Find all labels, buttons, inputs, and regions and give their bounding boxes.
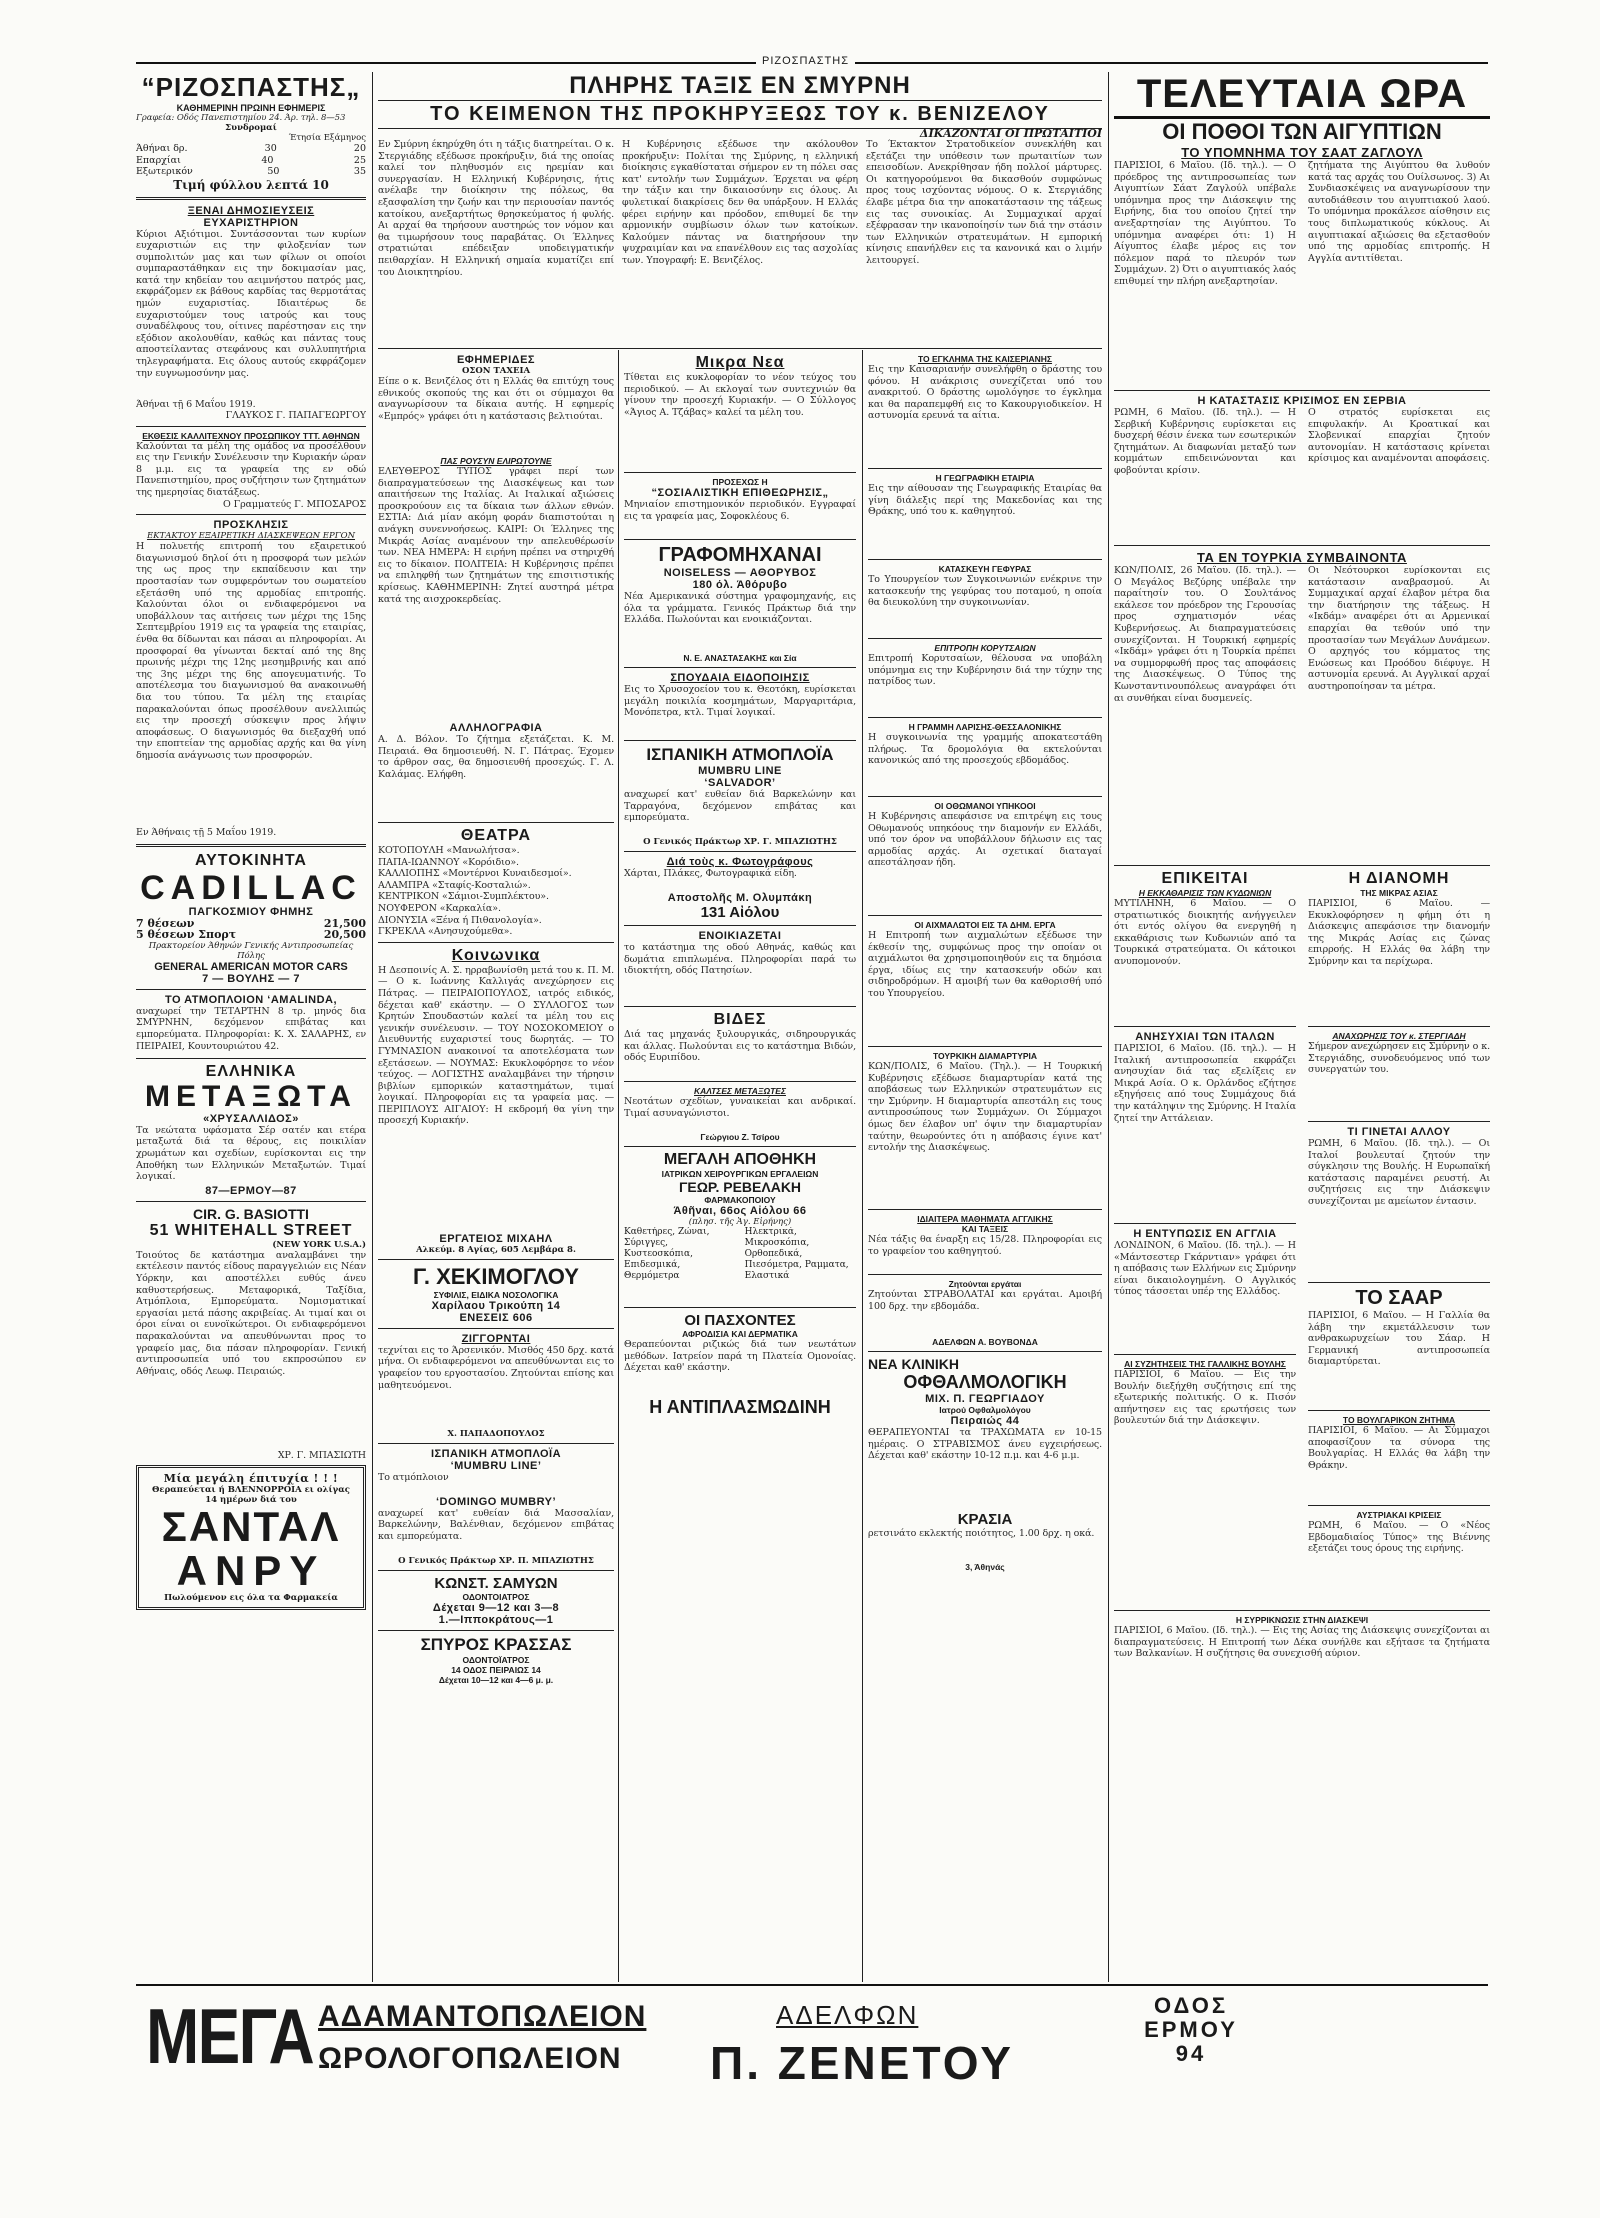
article-text: Α. Δ. Βόλον. Το ζήτημα εξετάζεται. Κ. Μ. Πειραιά. Θα δημοσιευθή. Ν. Γ. Πάτρας. Έχομεν το άρθρον σας, θα δημοσιευθή προσεχώς. Γ. Λ. Καλάμας. Ελήφθη.	[378, 734, 614, 780]
thanks-signature: ΓΛΑΥΚΟΣ Γ. ΠΑΠΑΓΕΩΡΓΟΥ	[225, 410, 366, 422]
ad-title: ΑΥΤΟΚΙΝΗΤΑ	[195, 851, 307, 869]
article-text: Τίθεται εις κυκλοφορίαν το νέον τεύχος του περιοδικού. — Αι εκλογαί των συντεχνιών θα γίνουν την προσεχή Κυριακήν. — Ο Σύλλογος «Άγιος Α. Τζάβας» καλεί τα μέλη του.	[624, 372, 856, 418]
subheadline: ΤΗΣ ΜΙΚΡΑΣ ΑΣΙΑΣ	[1360, 888, 1438, 898]
theatre-list	[378, 845, 614, 938]
section-title: “ΣΟΣΙΑΛΙΣΤΙΚΗ ΕΠΙΘΕΩΡΗΣΙΣ„	[651, 487, 829, 499]
column-5	[1114, 72, 1490, 1982]
ad-address: 7 — ΒΟΥΛΗΣ — 7	[202, 972, 300, 985]
ad-subtitle: «ΧΡΥΣΑΛΛΙΔΟΣ»	[203, 1112, 299, 1125]
article-text: τεχνίται εις το Άρσενικόν. Μισθός 450 δρχ. κατά μήνα. Οι ενδιαφερόμενοι να απευθύνωνται εις το γραφείον του εργοστασίου. Ζητούνται επίσης και μαθητευόμενοι.	[378, 1344, 614, 1391]
product-list: Καθετήρες, Ζώναι, Σύριγγες, Κυστεοσκόπια, Επιδεσμικά, Θερμόμετρα Ηλεκτρικά, Μικροσκόπια, Ορθοπεδικά, Πιεσόμετρα, Ραμματα, Ελαστικά	[624, 1227, 849, 1281]
story-kicker: ΔΙΚΑΖΟΝΤΑΙ ΟΙ ΠΡΩΤΑΙΤΙΟΙ	[919, 127, 1102, 140]
subsection-left	[1114, 870, 1296, 1606]
ad-signature: Χ. ΠΑΠΑΔΟΠΟΥΛΟΣ	[447, 1428, 545, 1439]
masthead: “ΡΙΖΟΣΠΑΣΤΗΣ„	[141, 72, 361, 102]
ad-text: Πωλούμενον εις όλα τα Φαρμακεία	[164, 1593, 338, 1604]
headline: ΑΝΑΧΩΡΗΣΙΣ ΤΟΥ κ. ΣΤΕΡΓΙΑΔΗ	[1332, 1031, 1466, 1041]
article-text: Η Κυβέρνησις εξέδωσε την ακόλουθον προκήρυξιν: Πολίται της Σμύρνης, η ελληνική διοίκησις εγκαθίσταται σήμερον εν τη πόλει σας κατ' εντολήν των Συμμάχων. Έρχεται να φέρη την τάξιν και την δικαιοσύνην εις όλους. Αι φυλετικαί διακρίσεις δεν θα υπάρξουν. Η Ελλάς φέρει ειρήνην και πρόοδον, επιθυμεί δε την αρμονικήν συμβίωσιν όλων των κατοίκων. Καλούμεν πάντας να διατηρήσουν την ψυχραιμίαν και να επανέλθουν εις τας ασχολίας των. Υπογραφή: Ε. Βενιζέλος.	[622, 139, 858, 266]
headline: Η ΣΥΡΡΙΚΝΩΣΙΣ ΣΤΗΝ ΔΙΑΣΚΕΨΙ	[1235, 1615, 1369, 1625]
column-4	[868, 354, 1102, 1982]
headline: ΤΙ ΓΙΝΕΤΑΙ ΑΛΛΟΥ	[1347, 1126, 1451, 1138]
ad-title: ΣΠΥΡΟΣ ΚΡΑΣΣΑΣ	[420, 1634, 572, 1654]
article-text: Εις την Καισαριανήν συνελήφθη ο δράστης του φόνου. Η ανάκρισις συνεχίζεται υπό του ανακριτού. Ο δράστης ωμολόγησε το έγκλημα και θα παραπεμφθή εις το Κακουργιοδικείον. Η αστυνομία ερευνά τα αίτια.	[868, 364, 1102, 422]
headline: ΑΥΣΤΡΙΑΚΑΙ ΚΡΙΣΕΙΣ	[1356, 1510, 1442, 1520]
ad-title: Μία μεγάλη έπιτυχία ! ! !	[163, 1472, 339, 1486]
section-title: ΣΠΟΥΔΑΙΑ ΕΙΔΟΠΟΙΗΣΙΣ	[670, 672, 810, 684]
ad-address: 1.—Ιπποκράτους—1	[438, 1613, 554, 1626]
article-text: Τα νεώτατα υφάσματα Σέρ σατέν και ετέρα μεταξωτά διά τα θέρους, εις ποικιλίαν χρωμάτων και σχεδίων, ευρίσκονται εις την Αποθήκη των Ελληνικών Μεταξωτών. Τιμαί λογικαί.	[136, 1124, 366, 1183]
article-text: ΠΑΡΙΣΙΟΙ, 6 Μαΐου. — Αι Σύμμαχοι αποφασίζουν τα σύνορα της Βουλγαρίας. Η Ελλάς θα λάβη την Θράκην.	[1308, 1425, 1490, 1471]
article-text: Το Έκτακτον Στρατοδικείον συνεκλήθη και εξετάζει την υπόθεσιν των πρωταιτίων των επεισοδίων. Ανεκρίθησαν ήδη πολλοί μάρτυρες. Οι κατηγορούμενοι θα δικασθούν συμφώνως προς τους ισχύοντας νόμους. Ο κ. Στεργιάδης έλαβε μέτρα δια την αποκατάστασιν της τάξεως εις τας συνοικίας. Αι Συμμαχικαί αρχαί εξέφρασαν την ικανοποίησίν των διά την στάσιν των Ελληνικών στρατευμάτων. Η εμπορική κίνησις επανήλθεν εις τα κανονικά και ο λιμήν λειτουργεί.	[866, 139, 1102, 266]
ad-signature: Ο Γενικός Πράκτωρ ΧΡ. Γ. ΜΠΑΖΙΩΤΗΣ	[643, 837, 837, 847]
ad-address: Άθῆναι, 66ος Αἰόλου 66	[673, 1205, 807, 1217]
notice-signature: Ο Γραμματεύς Γ. ΜΠΟΣΑΡΟΣ	[223, 498, 366, 510]
ad-title: ΓΡΑΦΟΜΗΧΑΝΑΙ	[658, 544, 822, 566]
article-text: Νέα Αμερικανικά σύστημα γραφομηχανής, εις όλα τα γράμματα. Γενικός Πράκτωρ διά την Ελλάδα. Πωλούνται και ενοικιάζονται.	[624, 591, 856, 626]
article-text: ΡΩΜΗ, 6 Μαΐου. (Ιδ. τηλ.). — Οι Ιταλοί βουλευταί ζητούν την σύγκλησιν της Βουλής. Η Ευρωπαϊκή κατάστασις παραμένει ρευστή. Αι συζητήσεις εις την Διάσκεψιν συνεχίζονται με αμείωτον έντασιν.	[1308, 1138, 1490, 1207]
article-text: Ο στρατός ευρίσκεται εις επιφυλακήν. Αι Κροατικαί και Σλοβενικαί επαρχίαι ζητούν αυτονομίαν. Η κατάστασις κρίνεται κρίσιμος και αναμένονται αποφάσεις.	[1308, 407, 1490, 465]
footer-mega: ΜΕΓΑ	[146, 1992, 314, 2080]
article-text: Επιτροπή Κορυτσαίων, θέλουσα να υποβάλη υπόμνημα εις την Κυβέρνησιν διά την τύχην της πατρίδος των.	[868, 653, 1102, 688]
headline: Η ΕΝΤΥΠΩΣΙΣ ΕΝ ΑΓΓΛΙΑ	[1133, 1228, 1277, 1240]
section-title: ΑΛΛΗΛΟΓΡΑΦΙΑ	[449, 722, 543, 734]
section-title: Η ΓΡΑΜΜΗ ΛΑΡΙΣΗΣ-ΘΕΣΣΑΛΟΝΙΚΗΣ	[908, 722, 1062, 732]
section-title: ΞΕΝΑΙ ΔΗΜΟΣΙΕΥΣΕΙΣ	[187, 204, 315, 217]
column-rule	[618, 350, 619, 1982]
article-text: ΡΩΜΗ, 6 Μαΐου. (Ιδ. τηλ.). — Η Σερβική Κυβέρνησις ευρίσκεται εις δυσχερή θέσιν ένεκα των εσωτερικών ζητημάτων. Αι διαφωνίαι μεταξύ των κομμάτων επιδεινώνονται και φοβούνται κρίσιν.	[1114, 407, 1296, 476]
article-text: Σήμερον ανεχώρησεν εις Σμύρνην ο κ. Στεργιάδης, συνοδευόμενος υπό των συνεργατών του.	[1308, 1041, 1490, 1076]
ad-address: Πειραιώς 44	[950, 1415, 1020, 1427]
section-subtitle: ΕΚΤΑΚΤΟΥ ΕΞΑΙΡΕΤΙΚΗ ΔΙΑΣΚΕΨΕΩΝ ΕΡΓΟΝ	[146, 531, 356, 542]
ad-title: ΚΡΑΣΙΑ	[957, 1511, 1013, 1528]
article-text: ΠΑΡΙΣΙΟΙ, 6 Μαΐου. — Η Γαλλία θα λάβη την εκμετάλλευσιν των ανθρακωρυχείων του Σάαρ. Η Γερμανική αντιπροσωπεία διαμαρτύρεται.	[1308, 1310, 1490, 1368]
article-text: ΚΩΝ/ΠΟΛΙΣ, 26 Μαΐου. (Ιδ. τηλ.). — Ο Μεγάλος Βεζύρης υπέβαλε την παραίτησίν του. Ο Σουλτάνος εκάλεσε τον πρόεδρον της Γερουσίας προς σχηματισμόν νέας Κυβερνήσεως. Αι διαπραγματεύσεις συνεχίζονται. Η Τουρκική εφημερίς «Ικδάμ» γράφει ότι η Τουρκία πρέπει να συμμορφωθή προς τας αποφάσεις της Διασκέψεως. Ο Τύπος της Κωνσταντινουπόλεως αναγράφει ότι αι συνθήκαι είναι δυσμενείς.	[1114, 565, 1296, 704]
section-title: Κοινωνικα	[451, 946, 541, 964]
article-text: Μηνιαίον επιστημονικόν περιοδικόν. Εγγραφαί εις τα γραφεία μας, Σοφοκλέους 6.	[624, 499, 856, 522]
theatre-item: ΔΙΟΝΥΣΙΑ «Ξένα ή Πιθανολογία».	[378, 914, 542, 926]
ad-title: Διά τοὺς κ. Φωτογράφους	[666, 856, 814, 868]
ad-address: 131 Αἰόλου	[700, 904, 780, 921]
column-rule	[862, 350, 863, 1982]
article-text: Καλούνται τα μέλη της ομάδος να προσέλθουν εις την Γενικήν Συνέλευσιν την Κυριακήν ώραν 8 μ.μ. εις τα γραφεία της εν οδώ Πανεπιστημίου, προς συζήτησιν των ζητημάτων της ημερησίας διατάξεως.	[136, 440, 366, 499]
article-text: Το ατμόπλοιον	[378, 1471, 449, 1483]
headline: Η ΔΙΑΝΟΜΗ	[1348, 870, 1450, 887]
ad-address: 87—ΕΡΜΟΥ—87	[205, 1184, 297, 1197]
footer-address	[1136, 1994, 1246, 2066]
article-text: Χάρται, Πλάκες, Φωτογραφικά είδη.	[624, 868, 797, 879]
silk-logo: ΜΕΤΑΞΩΤΑ	[145, 1079, 357, 1113]
article-text: Η πολυετής επιτροπή του εξαιρετικού διαγωνισμού δηλοί ότι η προσφορά των μελών της ως προς την εκπαίδευσιν και την προστασίαν των συμφερόντων του σωματείου εξετάσθη υπό της αρμοδίας επιτροπής. Καλούνται όλοι οι ενδιαφερόμενοι να υποβάλλουν τας αιτήσεις των μέχρι της 15ης Σεπτεμβρίου 1919 εις τα γραφεία της εταιρίας, ένθα θα δίδωνται και πάσαι αι πληροφορίαι. Αι προσφοραί θα γίνωνται δεκταί από της 8ης πρωινής μέχρι της 12ης μεσημβρινής και από της 3ης μέχρι της 6ης απογευματινής. Το αποτέλεσμα του διαγωνισμού θα ανακοινωθή δια του τύπου. Τα μέλη της εταιρίας παρακαλούνται όπως προσέλθουν ανελλιπώς εις την προσεχή σύσκεψιν προς λήψιν αποφάσεως. Ο διαγωνισμός θα διεξαχθή υπό την εποπτείαν της αρμοδίας αρχής και θα γίνη δημοσία ανάγνωσις των προσφορών.	[136, 541, 366, 761]
ad-title: ΤΟ ΑΤΜΟΠΛΟΙΟΝ ‘AMALINDA,	[164, 993, 338, 1006]
article-text: Είπε ο κ. Βενιζέλος ότι η Ελλάς θα επιτύχη τους εθνικούς σκοπούς της και ότι οι σύμμαχοι θα αναγνωρίσουν τα δίκαια αυτής. Η εφημερίς «Εμπρός» γράφει ότι η κατάστασις βελτιούται.	[378, 376, 614, 422]
article-text: ΠΑΡΙΣΙΟΙ, 6 Μαΐου. — Εκυκλοφόρησεν η φήμη ότι η Διάσκεψις απεφάσισε την διανομήν της Μικράς Ασίας εις ζώνας επιρροής. Η Ελλάς θα λάβη την Σμύρνην και τα περίχωρα.	[1308, 898, 1490, 967]
section-title: Μικρα Νεα	[695, 354, 785, 371]
price-row: 7 θέσεων 21,500	[136, 916, 366, 930]
masthead-subtitle: ΚΑΘΗΜΕΡΙΝΗ ΠΡΩΙΝΗ ΕΦΗΜΕΡΙΣ	[176, 103, 326, 113]
article-text: ΡΩΜΗ, 6 Μαΐου. — Ο «Νέος Εβδομαδιαίος Τύπος» της Βιέννης εξετάζει τους όρους της ειρήνης.	[1308, 1520, 1490, 1555]
article-text: Εις το Χρυσοχοείον του κ. Θεοτόκη, ευρίσκεται μεγάλη ποικιλία κοσμημάτων, Μαργαριτάρια, Μονόπετρα, κτλ. Τιμαί λογικαί.	[624, 684, 856, 719]
column-rule	[1108, 72, 1109, 1982]
footer-line2: ΩΡΟΛΟΓΟΠΩΛΕΙΟΝ	[318, 2042, 622, 2075]
subscriptions-title: Συνδρομαί	[225, 123, 277, 133]
footer-number: 94	[1175, 2041, 1207, 2066]
ad-title: ΒΙΔΕΣ	[713, 1011, 767, 1028]
ad-title: ΝΕΑ ΚΛΙΝΙΚΗ	[868, 1356, 960, 1372]
ad-signature: ΑΔΕΛΦΩΝ Α. ΒΟΥΒΟΝΔΑ	[932, 1337, 1038, 1347]
column-rule	[372, 72, 373, 1982]
ad-subtitle: ΑΦΡΟΔΙΣΙΑ ΚΑΙ ΔΕΡΜΑΤΙΚΑ	[682, 1329, 798, 1339]
headline: ΑΝΗΣΥΧΙΑΙ ΤΩΝ ΙΤΑΛΩΝ	[1135, 1031, 1275, 1043]
article-text: ρετσινάτο εκλεκτής ποιότητος, 1.00 δρχ. η οκά.	[868, 1528, 1095, 1539]
ad-title: ΚΩΝΣΤ. ΣΑΜΥΩΝ	[434, 1574, 558, 1592]
ad-agent: Πρακτορείον Άθηνών Γενικής Αντιπροσωπείας Πόλης	[148, 940, 354, 961]
ad-subtitle: ΣΥΦΙΛΙΣ, ΕΙΔΙΚΑ ΝΟΣΟΛΟΓΙΚΑ	[433, 1289, 559, 1300]
ad-company: GENERAL AMERICAN MOTOR CARS	[154, 960, 348, 973]
headline: Η ΚΑΤΑΣΤΑΣΙΣ ΚΡΙΣΙΜΟΣ ΕΝ ΣΕΡΒΙΑ	[1197, 395, 1407, 407]
subheadline: ΤΟ ΚΕΙΜΕΝΟΝ ΤΗΣ ΠΡΟΚΗΡΥΞΕΩΣ ΤΟΥ κ. ΒΕΝΙΖΕΛΟΥ	[378, 100, 1102, 129]
footer-zenetou: Π. ΖΕΝΕΤΟΥ	[710, 2037, 1014, 2089]
article-text: Διά τας μηχανάς ξυλουργικάς, σιδηρουργικάς και άλλας. Πωλούνται εις το κατάστημα Βιδών, οδός Ευριπίδου.	[624, 1029, 856, 1064]
subscription-row: Επαρχίαι 40 25	[136, 154, 366, 166]
article-text: ΠΑΡΙΣΙΟΙ, 6 Μαΐου. (Ιδ. τηλ.). — Η Ιταλική αντιπροσωπεία εκφράζει ανησυχίαν διά τας εξελίξεις εν Μικρά Ασία. Ο κ. Ορλάνδος εζήτησε εξηγήσεις από τους Συμμάχους διά την κατάληψιν της Σμύρνης. Η Ιταλία ζητεί την Αττάλειαν.	[1114, 1043, 1296, 1124]
issue-price: Τιμή φύλλου λεπτά 10	[173, 177, 329, 192]
article-text: ΠΑΡΙΣΙΟΙ, 6 Μαΐου. — Εις την Βουλήν διεξήχθη συζήτησις επί της εξωτερικής πολιτικής. Ο κ. Πισόν απήντησεν εις τας ερωτήσεις των βουλευτών διά την Διάσκεψιν.	[1114, 1369, 1296, 1427]
invitation-date: Εν Άθήναις τῇ 5 Μαΐου 1919.	[136, 827, 277, 839]
article-text: ΜΥΤΙΛΗΝΗ, 6 Μαΐου. — Ο στρατιωτικός διοικητής ανήγγειλεν ότι εντός ολίγου θα ενεργηθή η εκκαθάρισις των Κυδωνιών από τα Τουρκικά στρατεύματα. Οι κάτοικοι ανυπομονούν.	[1114, 898, 1296, 967]
theatre-item: ΚΟΤΟΠΟΥΛΗ «Μανωλήτσα».	[378, 845, 520, 856]
section-title: ΕΠΙΤΡΟΠΗ ΚΟΡΥΤΣΑΙΩΝ	[934, 643, 1036, 653]
article-text: Κύριοι Αξιότιμοι. Συντάσσονται των κυρίων ευχαριστιών εις την φιλοξενίαν των συμπολιτών μας και των φίλων οι οποίοι συμπαραστάθηκαν εις την δοκιμασίαν μας, κατά την κηδείαν του αειμνήστου πατρός μας, εκφράζομεν εκ βάθους καρδίας τας θερμοτάτας ημών ευχαριστίας. Ιδιαιτέρως δε ευχαριστούμεν τους ιατρούς και τους συναδέλφους του, οίτινες παρέστησαν εις την εξόδιον ακολουθίαν, καθώς και πάντας τους αποστείλαντας στεφάνους και συλλυπητήρια τηλεγραφήματα. Εις όλους αυτούς εκφράζομεν την ευγνωμοσύνην μας.	[136, 228, 366, 379]
ad-text: Δέχεται 10—12 και 4—6 μ. μ.	[438, 1674, 554, 1685]
article-text: ΕΛΕΥΘΕΡΟΣ ΤΥΠΟΣ γράφει περί των διαπραγματεύσεων της Διασκέψεως και των απαιτήσεων της Ιταλίας. Αι Ιταλικαί αξιώσεις προσκρούουν εις τα δίκαια των άλλων εθνών. ΕΣΤΙΑ: Διά μίαν ακόμη φοράν διαπιστούται η ανάγκη συνεννοήσεως. ΚΑΙΡΙ: Οι Έλληνες της Μικράς Ασίας αναμένουν την απελευθέρωσίν των. ΝΕΑ ΗΜΕΡΑ: Η ειρήνη πρέπει να στηριχθή εις το δίκαιον. ΠΟΛΙΤΕΙΑ: Η Κυβέρνησις πρέπει να επιληφθή των ζητημάτων της επισιτιστικής κρίσεως. ΚΑΘΗΜΕΡΙΝΗ: Ζητεί αυστηρά μέτρα κατά της αισχροκερδείας.	[378, 466, 614, 605]
cadillac-logo: CADILLAC	[140, 868, 362, 907]
footer-adelfon: ΑΔΕΛΦΩΝ	[776, 2000, 919, 2030]
ad-text: Ιατρού Οφθαλμολόγου	[939, 1405, 1031, 1415]
article-text: Η Επιτροπή των αιχμαλώτων εξέδωσε την έκθεσίν της, συμφώνως προς την οποίαν οι αιχμάλωτοι θα χρησιμοποιηθούν εις τα δημόσια έργα, ιδίως εις την κατασκευήν οδών και σιδηροδρόμων. Η αμοιβή των θα καθορισθή υπό του Υπουργείου.	[868, 930, 1102, 999]
article-text: Τοιούτος δε κατάστημα αναλαμβάνει την εκτέλεσιν παντός είδους παραγγελιών εις Νέαν Υόρκην, και αποστέλλει ευθύς άνευ καθυστερήσεως. Μεταφορικά, Ταξίδια, Ατμόπλοια, Εμπορεύματα. Νομισματικαί εργασίαι μετά πάσης ακριβείας. Αι τιμαί και οι όροι είναι οι ευνοϊκώτεροι. Οι ενδιαφερόμενοι παρακαλούνται να απευθύνωνται προς το γραφείο μας, δια πάσαν πληροφορίαν. Γενική αντιπροσωπεία υπό του εκπροσώπου εν Αθήναις, οδός Λεωφ. Πειραιώς.	[136, 1249, 366, 1377]
ad-text: ΜΙΧ. Π. ΓΕΩΡΓΙΑΔΟΥ	[925, 1393, 1045, 1405]
column-3	[624, 354, 856, 1982]
ad-title: ΜΕΓΑΛΗ ΑΠΟΘΗΚΗ	[663, 1151, 817, 1168]
main-headline: ΠΛΗΡΗΣ ΤΑΞΙΣ ΕΝ ΣΜΥΡΝΗ	[569, 72, 911, 99]
subscriptions-table	[136, 143, 366, 178]
subheadline: ΤΟ ΥΠΟΜΝΗΜΑ ΤΟΥ ΣΑΑΤ ΖΑΓΛΟΥΛ	[1181, 145, 1423, 160]
footer-ermou: ΕΡΜΟΥ	[1144, 2017, 1238, 2042]
ad-title: ΙΣΠΑΝΙΚΗ ΑΤΜΟΠΛΟΪΑ	[646, 745, 834, 764]
ad-text: ΕΝΕΣΕΙΣ 606	[459, 1311, 533, 1324]
article-text: Οι Νεότουρκοι ευρίσκονται εις κατάστασιν αναβρασμού. Αι Συμμαχικαί αρχαί έλαβον μέτρα δια την διατήρησιν της τάξεως. Η «Ικδάμ» αναφέρει ότι αι Αρμενικαί επαρχίαι θα τεθούν υπό την προστασίαν των Μεγάλων Δυνάμεων. Ο αρχηγός του κόμματος της Ενώσεως και Προόδου διέφυγε. Η αστυνομία ερευνά. Αι Αγγλικαί αρχαί αυστηροποίησαν τα μέτρα.	[1308, 565, 1490, 692]
ad-title: Ζητούνται εργάται	[948, 1279, 1022, 1289]
ad-signature: Ν. Ε. ΑΝΑΣΤΑΣΑΚΗΣ και Σία	[683, 653, 797, 663]
section-title: ΤΟΥΡΚΙΚΗ ΔΙΑΜΑΡΤΥΡΙΑ	[932, 1051, 1038, 1061]
article-text: Εις την αίθουσαν της Γεωγραφικής Εταιρίας θα γίνη διάλεξις περί της Μακεδονίας και της Θράκης, υπό του κ. καθηγητού.	[868, 483, 1102, 518]
section-rule	[378, 348, 1102, 349]
ad-subtitle: ΠΑΓΚΟΣΜΙΟΥ ΦΗΜΗΣ	[188, 905, 314, 918]
theatre-item: ΠΑΠΑ-ΙΩΑΝΝΟΥ «Κορόιδιο».	[378, 856, 519, 868]
article-text: Ζητούνται ΣΤΡΑΒΟΛΑΤΑΙ και εργάται. Αμοιβή 100 δρχ. την εβδομάδα.	[868, 1289, 1102, 1312]
section-subtitle: ΟΣΟΝ ΤΑΧΕΙΑ	[461, 366, 531, 376]
theatre-item: ΚΕΝΤΡΙΚΟΝ «Σάμιοι-Συμπλέκτου».	[378, 891, 549, 903]
subheadline: Η ΕΚΚΑΘΑΡΙΣΙΣ ΤΩΝ ΚΥΔΩΝΙΩΝ	[1138, 888, 1272, 898]
ad-title: ΕΝΟΙΚΙΑΖΕΤΑΙ	[698, 930, 782, 942]
ad-subtitle: MUMBRU LINE	[698, 765, 782, 777]
section-title: ΕΦΗΜΕΡΙΔΕΣ	[456, 354, 536, 366]
ad-title: ΚΑΛΤΣΕΣ ΜΕΤΑΞΩΤΕΣ	[694, 1086, 786, 1096]
article-text: αναχωρεί την ΤΕΤΑΡΤΗΝ 8 τρ. μηνός δια ΣΜΥΡΝΗΝ, δεχόμενον επιβάτας και εμπορεύματα. Πληροφορίαι: Κ. Χ. ΣΑΛΑΡΗΣ, εν ΠΕΙΡΑΙΕΙ, Κουντουριώτου 42.	[136, 1005, 366, 1052]
ad-subtitle: ΙΑΤΡΙΚΩΝ ΧΕΙΡΟΥΡΓΙΚΩΝ ΕΡΓΑΛΕΙΩΝ	[661, 1169, 819, 1179]
article-text: ΠΑΡΙΣΙΟΙ, 6 Μαΐου. (Ιδ. τηλ.). — Ο πρόεδρος της αντιπροσωπείας των Αιγυπτίων Σάατ Ζαγλούλ υπέβαλε υπόμνημα προς την Διάσκεψιν της Ειρήνης, δια του οποίου ζητεί την ανεξαρτησίαν της Αιγύπτου. Το υπόμνημα αναφέρει ότι: 1) Η Αίγυπτος έλαβε μέρος εις τον πόλεμον παρά το πλευρόν των Συμμάχων. 2) Ότι ο αιγυπτιακός λαός επιθυμεί την πλήρη ανεξαρτησίαν.	[1114, 160, 1296, 287]
article-text: Η Κυβέρνησις απεφάσισε να επιτρέψη εις τους Οθωμανούς υπηκόους την διαμονήν εν Ελλάδι, υπό τον όρον να υποβάλλουν δήλωσιν εις τας αρμοδίας αρχάς. Αι σχετικαί διαταγαί απεστάλησαν ήδη.	[868, 811, 1102, 869]
ad-subtitle: ‘MUMBRU LINE’	[450, 1459, 542, 1472]
article-text: Η συγκοινωνία της γραμμής αποκατεστάθη πλήρως. Τα δρομολόγια θα εκτελούνται κανονικώς από της προσεχούς εβδομάδος.	[868, 732, 1102, 767]
ad-text: Θεραπεύεται ή ΒΛΕΝΝΟΡΡΟΙΑ ει ολίγας 14 ημέρων διά του	[152, 1485, 350, 1506]
headline: ΤΑ ΕΝ ΤΟΥΡΚΙΑ ΣΥΜΒΑΙΝΟΝΤΑ	[1197, 550, 1407, 565]
article-text: ΚΩΝ/ΠΟΛΙΣ, 6 Μαΐου. (Τηλ.). — Η Τουρκική Κυβέρνησις εξέδωσε διαμαρτυρίαν κατά της αποβάσεως των Ελληνικών στρατευμάτων εις την Σμύρνην. Η διαμαρτυρία απεστάλη εις τους αντιπροσώπους των Συμμάχων. Οι Σύμμαχοι όμως δεν έλαβον υπ' όψιν την διαμαρτυρίαν ταύτην, θεωρούντες ότι η απόβασις έγινε κατ' εντολήν της Διασκέψεως.	[868, 1061, 1102, 1154]
price-row: 5 θέσεων Σπορτ 20,500	[136, 928, 366, 942]
ad-signature: Γεώργιου Ζ. Τσίρου	[700, 1132, 780, 1142]
ad-title: Η ΑΝΤΙΠΛΑΣΜΩΔΙΝΗ	[649, 1397, 831, 1417]
article-text: Εν Σμύρνη έκηρύχθη ότι η τάξις διατηρείται. Ο κ. Στεργιάδης εξέδωσε προκήρυξιν, διά της οποίας καλεί τον πληθυσμόν εις ηρεμίαν και συνεργασίαν. Η Ελληνική Κυβέρνησις, ήτις ανέλαβε την διοίκησιν της πόλεως, θα εξασφαλίση την ζωήν και την περιουσίαν παντός κατοίκου, ανεξαρτήτως θρησκεύματος ή φυλής. Αι αρχαί θα τηρήσουν αυστηρώς τον νόμον και θα τιμωρήσουν τους παραβάτας. Οι Έλληνες στρατιώται επέδειξαν υποδειγματικήν πειθαρχίαν. Η Ελληνική σημαία κυματίζει επί του Διοικητηρίου.	[378, 139, 614, 278]
section-title: ΘΕΑΤΡΑ	[460, 827, 532, 844]
article-text: αναχωρεί κατ' ευθείαν διά Μασσαλίαν, Βαρκελώνην, Βαλένθιαν, δεχόμενον επιβάτας και εμπορεύματα.	[378, 1507, 614, 1542]
ad-signature: Ο Γενικός Πράκτωρ ΧΡ. Π. ΜΠΑΖΙΩΤΗΣ	[398, 1555, 594, 1566]
santal-ad	[136, 1465, 366, 1610]
theatre-item: ΑΛΑΜΠΡΑ «Σταφίς-Κοσταλιώ».	[378, 879, 531, 891]
santal-logo: ΑΝΡΥ	[176, 1547, 326, 1595]
ad-subtitle: NOISELESS — ΑΘΟΡΥΒΟΣ	[663, 567, 817, 579]
article-text: αναχωρεί κατ' ευθείαν διά Βαρκελώνην και Ταρραγόνα, δεχόμενον επιβάτας και εμπορεύματα.	[624, 789, 856, 824]
thanks-date: Άθήναι τῇ 6 Μαΐου 1919.	[136, 398, 256, 410]
section-title: ΤΟ ΕΓΚΛΗΜΑ ΤΗΣ ΚΑΙΣΕΡΙΑΝΗΣ	[917, 354, 1053, 364]
subscription-row: Εξωτερικόν 50 35	[136, 166, 366, 177]
column-1	[136, 72, 366, 1982]
article-text: ΠΑΡΙΣΙΟΙ, 6 Μαΐου. (Ιδ. τηλ.). — Εις της Ασίας της Διάσκεψις συνεχίζονται αι διαπραγματεύσεις. Η Επιτροπή των Δέκα συνήλθε και εξήτασε τα ζητήματα των Βαλκανίων. Η συζήτησις θα συνεχισθή αύριον.	[1114, 1625, 1490, 1660]
article-text: Το Υπουργείον των Συγκοινωνιών ενέκρινε την κατασκευήν της γεφύρας του ποταμού, η οποία θα διευκολύνη την συγκοινωνίαν.	[868, 574, 1102, 609]
ad-address: (πλησ. τῆς Ἁγ. Εἰρήνης)	[688, 1217, 792, 1227]
footer-odos: ΟΔΟΣ	[1153, 1993, 1229, 2018]
ad-title: ΕΛΛΗΝΙΚΑ	[205, 1062, 297, 1080]
ad-title: ΙΣΠΑΝΙΚΗ ΑΤΜΟΠΛΟΪΑ	[430, 1447, 562, 1460]
ad-address: Αλκεύμ. 8 Αγίας, 605 Λεμβάρα 8.	[416, 1244, 576, 1255]
section-title: ΕΚΘΕΣΙΣ ΚΑΛΛΙΤΕΧΝΟΥ ΠΡΟΣΩΠΙΚΟΥ ΤΤΤ. ΑΘΗΝΩΝ	[142, 430, 360, 441]
section-title: Η ΓΕΩΓΡΑΦΙΚΗ ΕΤΑΙΡΙΑ	[935, 473, 1035, 483]
latest-news-title: ΤΕΛΕΥΤΑΙΑ ΩΡΑ	[1114, 72, 1490, 119]
article-text: το κατάστημα της οδού Αθηνάς, καθώς και δωμάτια επιπλωμένα. Πληροφορίαι παρά τω ιδιοκτήτη, οδός Πατησίων.	[624, 942, 856, 977]
ad-city: (NEW YORK U.S.A.)	[272, 1239, 366, 1250]
column-2	[378, 354, 614, 1982]
section-title: ΚΑΤΑΣΚΕΥΗ ΓΕΦΥΡΑΣ	[938, 564, 1032, 574]
ad-title: ΟΙ ΠΑΣΧΟΝΤΕΣ	[684, 1312, 796, 1329]
theatre-item: ΚΑΛΛΙΟΠΗΣ «Μοντέρνοι Κυναιδεσμοί».	[378, 868, 572, 880]
ad-subtitle: ΟΔΟΝΤΟΙΑΤΡΟΣ	[462, 1591, 530, 1602]
headline: ΕΠΙΚΕΙΤΑΙ	[1161, 870, 1249, 887]
section-title: ΟΙ ΑΙΧΜΑΛΩΤΟΙ ΕΙΣ ΤΑ ΔΗΜ. ΕΡΓΑ	[914, 920, 1056, 930]
ad-text: 180 όλ. Άθόρυβο	[692, 579, 788, 591]
ship-name: ‘DOMINGO MUMBRY’	[435, 1495, 557, 1508]
ad-address: Χαρίλαου Τρικούπη 14	[431, 1299, 561, 1312]
subsection-right	[1308, 870, 1490, 1606]
article-text: Η Δεσποινίς Α. Σ. ηρραβωνίσθη μετά του κ. Π. Μ. — Ο κ. Ιωάννης Καλλιγάς ανεχώρησεν εις Πάτρας. — ΠΕΙΡΑΙΟΠΟΥΛΟΣ, ιατρός ειδικός, δέχεται καθ' εκάστην. — Ο ΣΥΛΛΟΓΟΣ των Κρητών Σπουδαστών καλεί τα μέλη του εις γενικήν συνέλευσιν. — ΤΟΥ ΝΟΣΟΚΟΜΕΙΟΥ ο Διευθυντής ευχαριστεί τους δωρητάς. — ΤΟ ΓΥΜΝΑΣΙΟΝ ανακοινοί τα αποτελέσματα των εξετάσεων. — ΝΟΥΜΑΣ: Εκυκλοφόρησε το νέον τεύχος. — ΛΟΓΙΣΤΗΣ αναλαμβάνει την τήρησιν βιβλίων εμπορικών καταστημάτων, τιμαί λογικαί. Πληροφορίαι εις τα γραφεία μας. — ΠΕΡΙΠΛΟΥΣ ΑΙΓΑΙΟΥ: Η εκδρομή θα γίνη την προσεχή Κυριακήν.	[378, 964, 614, 1127]
section-title: ΕΥΧΑΡΙΣΤΗΡΙΟΝ	[203, 216, 299, 229]
article-text: ζητήματα της Αιγύπτου θα λυθούν κατά τας αρχάς του Ουίλσωνος. 3) Αι Συνδιασκέψεις να αναγνωρίσουν την αυτοδιάθεσιν του αιγυπτιακού λαού. Το υπόμνημα προκάλεσε αίσθησιν εις τους διπλωματικούς κύκλους. Αι αιγυπτιακαί αξιώσεις θα εξετασθούν υπό της αρμοδίας επιτροπής. Η Αγγλία αντιτίθεται.	[1308, 160, 1490, 264]
ad-subtitle: ΟΔΟΝΤΟΪΑΤΡΟΣ	[462, 1654, 530, 1665]
ad-subtitle: ΚΑΙ ΤΑΞΕΙΣ	[961, 1224, 1009, 1234]
article-text: ΘΕΡΑΠΕΥΟΝΤΑΙ τα ΤΡΑΧΩΜΑΤΑ εν 10-15 ημέραις. Ο ΣΤΡΑΒΙΣΜΟΣ άνευ εγχειρήσεως. Δέχεται καθ' εκάστην 10-12 π.μ. και 4-6 μ.μ.	[868, 1427, 1102, 1462]
section-title: ΠΑΣ ΡΟΥΣΥΝ ΕΛΙΡΩΤΟΥΝΕ	[440, 456, 552, 466]
theatre-item: ΓΚΡΕΚΛΑ «Ανησυχούμεθα».	[378, 926, 513, 938]
ad-text: ΦΑΡΜΑΚΟΠΟΙΟΥ	[704, 1195, 776, 1205]
article-text: ΛΟΝΔΙΝΟΝ, 6 Μαΐου. (Ιδ. τηλ.). — Η «Μάντσεστερ Γκάρντιαν» γράφει ότι η απόβασις των Ελλήνων εις Σμύρνην είναι δικαιολογημένη. Ο Αγγλικός τύπος τάσσεται υπέρ της Ελλάδος.	[1114, 1240, 1296, 1298]
ad-title: ΖΙΓΓΟΡΝΤΑΙ	[461, 1332, 531, 1345]
article-text: Νέα τάξις θα έναρξη εις 15/28. Πληροφορίαι εις το γραφείον του καθηγητού.	[868, 1234, 1102, 1257]
headline: ΤΟ ΒΟΥΛΓΑΡΙΚΟΝ ΖΗΤΗΜΑ	[1342, 1415, 1456, 1425]
section-title: ΠΡΟΣΚΛΗΣΙΣ	[213, 519, 289, 532]
ad-text: Δέχεται 9—12 και 3—8	[432, 1601, 560, 1614]
section-title: ΟΙ ΟΘΩΜΑΝΟΙ ΥΠΗΚΟΟΙ	[934, 801, 1036, 811]
footer-line1: ΑΔΑΜΑΝΤΟΠΩΛΕΙΟΝ	[318, 2000, 647, 2033]
ad-title: ΕΡΓΑΤΕΙΟΣ ΜΙΧΑΗΛ	[439, 1232, 553, 1245]
lead-story	[378, 72, 1102, 350]
ad-text: ΓΕΩΡ. ΡΕΒΕΛΑΚΗ	[678, 1179, 802, 1195]
ad-title: CIR. G. BASIOTTI	[193, 1205, 309, 1222]
ad-signature: ΧΡ. Γ. ΜΠΑΣΙΩΤΗ	[277, 1449, 366, 1461]
headline: ΟΙ ΠΟΘΟΙ ΤΩΝ ΑΙΓΥΠΤΙΩΝ	[1162, 119, 1442, 144]
section-title: ΠΡΟΣΕΧΩΣ Η	[712, 477, 768, 487]
ad-address: 3, Άθηνάς	[965, 1562, 1005, 1572]
ad-title: ΙΔΙΑΙΤΕΡΑ ΜΑΘΗΜΑΤΑ ΑΓΓΛΙΚΗΣ	[917, 1214, 1053, 1224]
article-text: Νεοτάτων σχεδίων, γυναικείαι και ανδρικαί. Τιμαί ασυναγώνιστοι.	[624, 1096, 856, 1119]
theatre-item: ΝΟΥΦΕΡΟΝ «Καρκαλία».	[378, 902, 501, 914]
article-text: Θεραπεύονται ριζικώς διά των νεωτάτων μεθόδων. Ιατρείον παρά τη Πλατεία Ομονοίας. Δέχεται καθ' εκάστην.	[624, 1339, 856, 1374]
santal-logo: ΣΑΝΤΑΛ	[161, 1503, 341, 1551]
headline: ΤΟ ΣΑΑΡ	[1355, 1287, 1443, 1309]
ad-title: Γ. ΧΕΚΙΜΟΓΛΟΥ	[413, 1263, 579, 1289]
subscriptions-columns: Έτησία Εξάμηνος	[288, 133, 366, 143]
subscription-row: Άθήναι δρ. 30 20	[136, 143, 366, 154]
ad-text: Αποστολῆς Μ. Ολυμπάκη	[667, 892, 813, 904]
ad-address: 51 WHITEHALL STREET	[149, 1221, 353, 1239]
headline: ΑΙ ΣΥΖΗΤΗΣΕΙΣ ΤΗΣ ΓΑΛΛΙΚΗΣ ΒΟΥΛΗΣ	[1124, 1359, 1286, 1369]
office-address: Γραφεία: Οδός Πανεπιστημίου 24. Άρ. τηλ. 8—53	[136, 113, 346, 123]
ship-name: ‘SALVADOR’	[704, 777, 776, 789]
footer-advert	[136, 1984, 1488, 2089]
ad-address: 14 ΟΔΟΣ ΠΕΙΡΑΙΩΣ 14	[451, 1664, 541, 1675]
running-head: ΡΙΖΟΣΠΑΣΤΗΣ	[756, 55, 855, 67]
ad-title: ΟΦΘΑΛΜΟΛΟΓΙΚΗ	[903, 1372, 1067, 1392]
